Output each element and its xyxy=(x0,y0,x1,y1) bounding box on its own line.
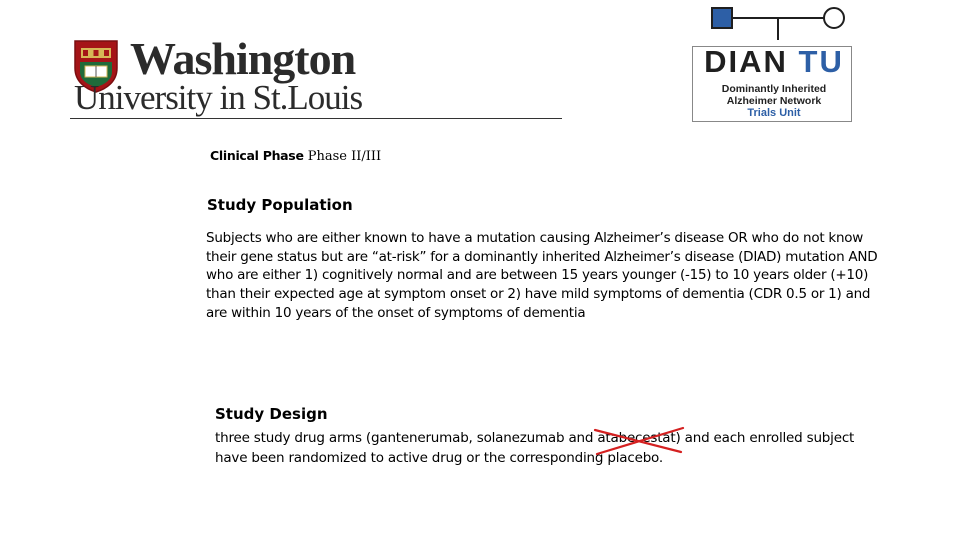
university-in-st-louis-wordmark: University in St.Louis xyxy=(74,78,363,117)
clinical-phase-line xyxy=(210,148,381,164)
study-population-text: Subjects who are either known to have a mutation causing Alzheimer’s disease OR who do not know their gene status but are “at-risk” for a dominantly inherited Alzheimer’s disease (DIAD) mutation AND who are either 1) cognitively normal and are between 15 years younger (-15) to 10 years older (+10) than their expected age at symptom onset or 2) have mild symptoms of dementia (CDR 0.5 or 1) and are within 10 years of the onset of symptoms of dementia xyxy=(206,230,878,321)
dian-tu-line-2: Alzheimer Network xyxy=(726,95,822,107)
clinical-phase-label: Clinical Phase xyxy=(210,148,304,163)
dian-tu-logo xyxy=(690,4,854,122)
study-design-heading: Study Design xyxy=(215,405,328,423)
dian-tu-line-1: Dominantly Inherited xyxy=(721,83,827,95)
study-design-text-after: ) and each enrolled subject have been randomized to active drug or the corresponding placebo. xyxy=(215,430,855,466)
dian-tu-title: DIAN TU xyxy=(704,44,844,79)
clinical-phase-value: Phase II/III xyxy=(307,149,382,164)
pedigree-icon xyxy=(708,4,848,40)
washington-university-logo xyxy=(72,34,412,116)
struck-drug-name: atabecestat xyxy=(597,430,675,446)
dian-tu-line-3: Trials Unit xyxy=(747,107,801,119)
study-design-text-before: three study drug arms (gantenerumab, solanezumab and xyxy=(215,430,598,446)
study-design-text xyxy=(215,428,875,468)
study-population-heading: Study Population xyxy=(207,196,353,214)
dian-tu-box xyxy=(692,46,852,122)
header-divider xyxy=(70,118,562,119)
washington-wordmark: Washington xyxy=(130,33,356,84)
